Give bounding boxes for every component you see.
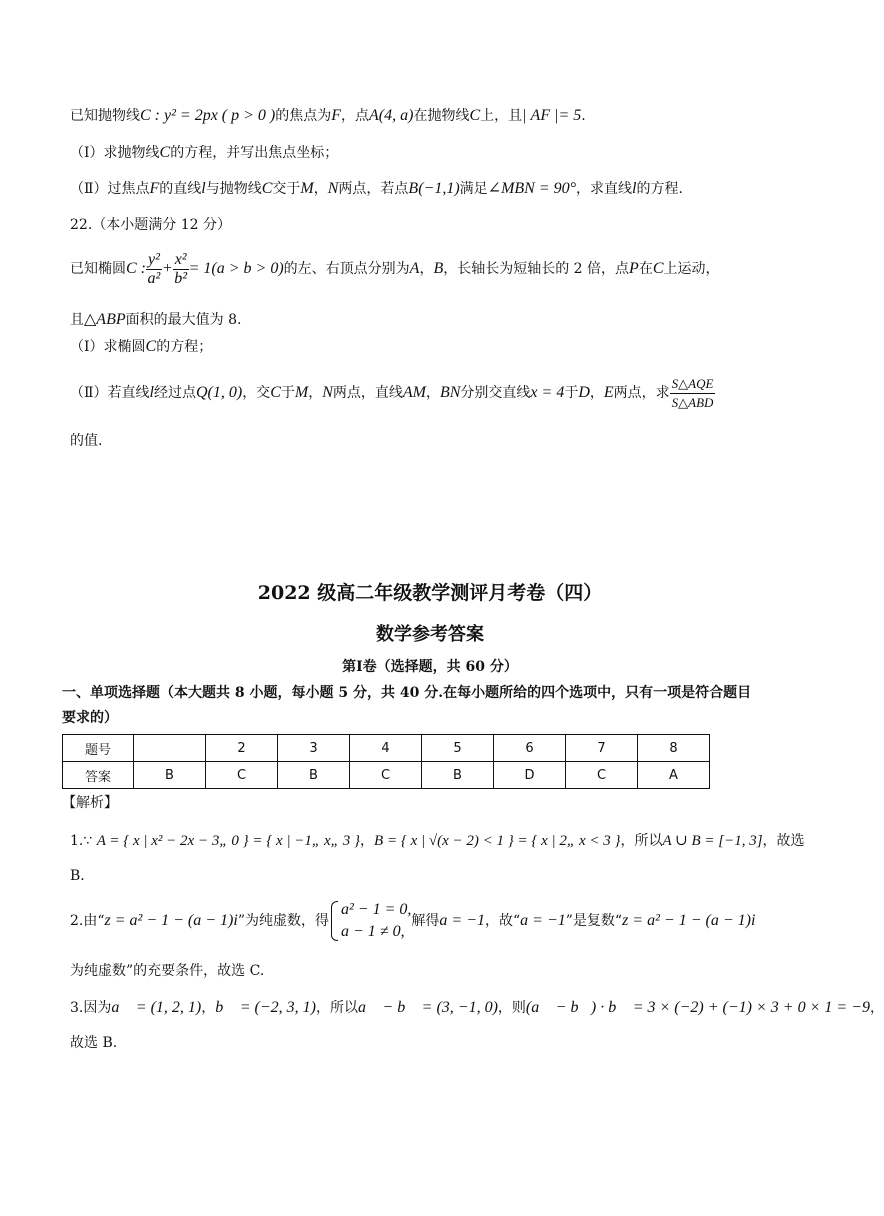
- answer-title: 2022 级高二年级教学测评月考卷（四）: [257, 582, 603, 604]
- table-cell: 2: [206, 735, 278, 762]
- text: 与抛物线: [205, 181, 262, 197]
- text: （Ⅱ）若直线: [70, 385, 150, 401]
- vector-diff: a⃗ − b⃗ = (3, −1, 0): [357, 999, 498, 1016]
- text: ，故选: [762, 833, 805, 849]
- text: 两点，直线: [332, 385, 403, 401]
- var-N: N: [327, 180, 339, 197]
- text: ，则: [497, 1000, 526, 1016]
- dot-product: (a⃗ − b⃗) · b⃗ = 3 × (−2) + (−1) × 3 + 0 × 1 = −9: [525, 999, 870, 1016]
- text: .: [581, 108, 586, 124]
- table-cell: [134, 735, 206, 762]
- text: 上，且: [480, 108, 523, 124]
- table-cell: C: [350, 762, 422, 789]
- var-N: N: [322, 384, 333, 401]
- text: ，求直线: [576, 181, 633, 197]
- table-cell: 7: [566, 735, 638, 762]
- text: 经过点: [153, 385, 196, 401]
- eq-tail: = 1(a > b > 0): [188, 260, 284, 277]
- p22-stem: [70, 249, 795, 289]
- p22-part1: [70, 337, 795, 357]
- text: （Ⅱ）过焦点: [70, 181, 150, 197]
- text: ，点: [341, 108, 370, 124]
- var-C: C: [652, 260, 664, 277]
- text: 3.因为: [70, 1000, 112, 1016]
- table-cell: 5: [422, 735, 494, 762]
- text: 解得: [411, 913, 440, 929]
- text: ，长轴长为短轴长的 2 倍，点: [443, 261, 630, 277]
- text: ，: [360, 833, 375, 849]
- text: 两点，求: [613, 385, 670, 401]
- part-title: 第Ⅰ卷（选择题，共 60 分）: [342, 659, 518, 675]
- var-M: M: [300, 180, 314, 197]
- var-C: C: [270, 384, 281, 401]
- text: 的方程；: [156, 339, 213, 355]
- p22-tail: 的值.: [70, 433, 103, 449]
- table-cell: C: [206, 762, 278, 789]
- text: 的方程，并写出焦点坐标；: [170, 145, 339, 161]
- solution-3-tail: 故选 B.: [70, 1035, 118, 1051]
- eq-set-A: A = { x | x² − 2x − 3„ 0 } = { x | −1„ x„ 3 }: [96, 833, 361, 849]
- var-B: B: [433, 260, 444, 277]
- eq-parabola: C : y² = 2px ( p > 0 ): [140, 107, 276, 124]
- line-BN: BN: [439, 384, 461, 401]
- eq-set-B: B = { x | √(x − 2) < 1 } = { x | 2„ x < 3 }: [374, 833, 621, 849]
- p22-header: 22.（本小题满分 12 分）: [70, 217, 231, 233]
- var-C: C: [145, 338, 157, 355]
- line-AM: AM: [402, 384, 426, 401]
- table-row: [63, 735, 710, 762]
- text: 1.∵: [70, 833, 97, 849]
- text: ”是复数“: [565, 913, 623, 929]
- fraction-x2-b2: [173, 251, 189, 288]
- text: 已知椭圆: [70, 261, 126, 277]
- table-cell: C: [566, 762, 638, 789]
- fraction-area-ratio: [670, 375, 716, 412]
- table-cell: 6: [494, 735, 566, 762]
- text: ，所以: [315, 1000, 358, 1016]
- equation-system: [329, 899, 411, 943]
- denominator: a²: [147, 269, 161, 287]
- text: 交于: [272, 181, 301, 197]
- text: 在抛物线: [413, 108, 470, 124]
- var-D: D: [578, 384, 590, 401]
- section-heading: 一、单项选择题（本大题共 8 小题，每小题 5 分，共 40 分.在每小题所给的四个选项中，只有一项是符合题目: [62, 685, 752, 701]
- eq-union: A ∪ B = [−1, 3]: [662, 833, 763, 849]
- denominator: b²: [174, 269, 188, 287]
- text: ”为纯虚数，得: [237, 913, 329, 929]
- eq-AF: | AF |= 5: [522, 107, 582, 124]
- var-l: l: [201, 180, 206, 197]
- fraction-y2-a2: [146, 251, 162, 288]
- eq-z: z = a² − 1 − (a − 1)i: [104, 912, 238, 929]
- table-row: [63, 762, 710, 789]
- text: ，故“: [484, 913, 521, 929]
- var-A: A: [409, 260, 420, 277]
- var-l: l: [632, 180, 637, 197]
- triangle-ABP: △ABP: [84, 311, 126, 328]
- point-A: A(4, a): [369, 107, 414, 124]
- table-cell: A: [638, 762, 710, 789]
- eq-angle: ∠MBN = 90°: [487, 180, 577, 197]
- text: 面积的最大值为 8.: [125, 312, 242, 328]
- numerator: x²: [174, 250, 187, 268]
- system-line: a − 1 ≠ 0,: [341, 923, 405, 940]
- text: ，所以: [620, 833, 663, 849]
- p22-stem-2: [70, 310, 795, 330]
- var-C: C: [261, 180, 273, 197]
- table-cell: 4: [350, 735, 422, 762]
- text: ，: [419, 261, 434, 277]
- text: 两点，若点: [338, 181, 409, 197]
- var-l: l: [149, 384, 154, 401]
- text: ，: [201, 1000, 216, 1016]
- text: 已知抛物线: [70, 108, 140, 124]
- text: 的直线: [159, 181, 202, 197]
- row-label: 答案: [63, 762, 134, 789]
- eq-z: z = a² − 1 − (a − 1)i: [622, 912, 756, 929]
- vector-b: b⃗ = (−2, 3, 1): [215, 999, 316, 1016]
- text: 在: [638, 261, 653, 277]
- var-F: F: [149, 180, 160, 197]
- numerator: y²: [148, 250, 160, 268]
- text: ，: [869, 1000, 884, 1016]
- table-cell: B: [134, 762, 206, 789]
- point-Q: Q(1, 0): [195, 384, 243, 401]
- vector-a: a⃗ = (1, 2, 1): [111, 999, 202, 1016]
- text: （Ⅰ）求椭圆: [70, 339, 146, 355]
- var-E: E: [603, 384, 614, 401]
- text: ，交: [242, 385, 271, 401]
- solution-3: [70, 998, 884, 1018]
- text: （Ⅰ）求抛物线: [70, 145, 160, 161]
- text: 于: [564, 385, 579, 401]
- text: 于: [280, 385, 295, 401]
- solution-2: [70, 898, 795, 944]
- row-label: 题号: [63, 735, 134, 762]
- var-C: C: [469, 107, 481, 124]
- plus-sign: +: [161, 260, 173, 277]
- system-line: a² − 1 = 0,: [341, 901, 412, 918]
- text: 的焦点为: [275, 108, 332, 124]
- table-cell: B: [422, 762, 494, 789]
- denominator: S△ABD: [671, 394, 714, 410]
- var-M: M: [294, 384, 309, 401]
- var-C: C: [159, 144, 171, 161]
- var-P: P: [629, 260, 639, 277]
- var-F: F: [331, 107, 342, 124]
- answer-table: [62, 734, 710, 789]
- answer-subtitle: 数学参考答案: [376, 624, 484, 645]
- table-cell: B: [278, 762, 350, 789]
- p21-stem: [70, 106, 795, 126]
- var-C: C :: [126, 260, 146, 277]
- eq-x4: x = 4: [530, 384, 565, 401]
- text: 且: [70, 312, 84, 328]
- numerator: S△AQE: [670, 375, 716, 394]
- eq-a: a = −1: [520, 912, 566, 929]
- text: 的方程.: [636, 181, 683, 197]
- point-B: B(−1,1): [408, 180, 460, 197]
- eq-a: a = −1: [439, 912, 485, 929]
- p22-part2: （Ⅱ）若直线l经过点Q(1, 0)，交C于M，N两点，直线AM，BN分别交直线x = 4于D，E两点，求 $\frac{\text{S△AQE}}{\text{S△ABD}}$: [70, 375, 714, 410]
- p21-part2: （Ⅱ）过焦点F的直线l与抛物线C交于M，N两点，若点B(−1,1)满足∠MBN = 90°，求直线l的方程.: [70, 180, 683, 197]
- table-cell: 3: [278, 735, 350, 762]
- text: 2.由“: [70, 913, 105, 929]
- solution-1: [70, 831, 805, 851]
- text: 满足: [459, 181, 488, 197]
- jiexi-label: 【解析】: [62, 795, 118, 811]
- text: 的左、右顶点分别为: [283, 261, 410, 277]
- table-cell: D: [494, 762, 566, 789]
- p21-part1: [70, 143, 795, 163]
- solution-2-tail: 为纯虚数”的充要条件，故选 C.: [70, 963, 265, 979]
- section-heading-2: 要求的）: [62, 710, 118, 726]
- table-cell: 8: [638, 735, 710, 762]
- text: 分别交直线: [460, 385, 531, 401]
- text: 上运动，: [663, 261, 720, 277]
- solution-1-tail: B.: [70, 868, 85, 884]
